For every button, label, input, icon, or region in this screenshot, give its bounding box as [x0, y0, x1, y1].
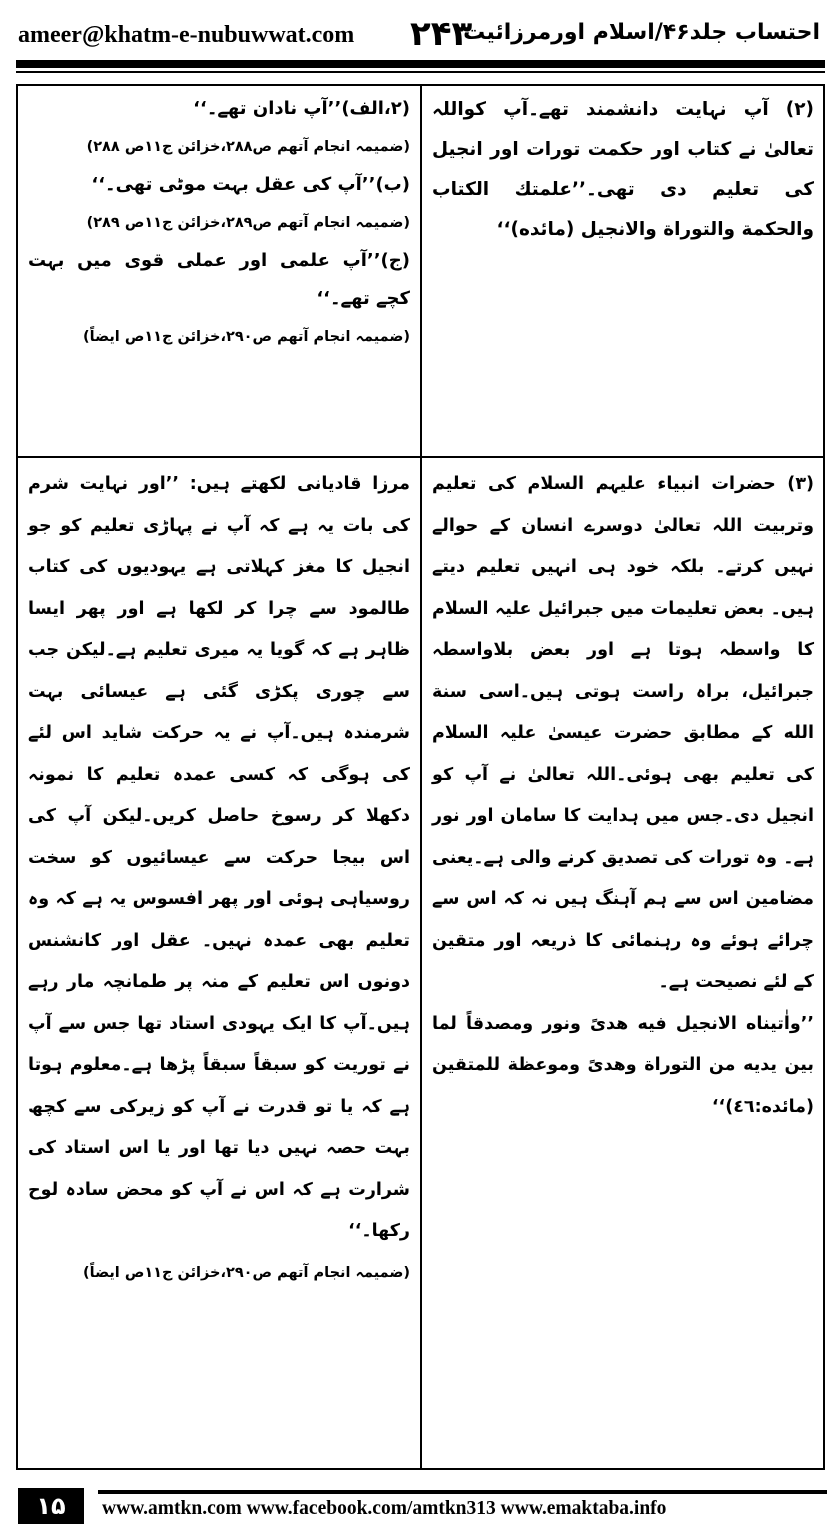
quran-verse: ’’واٰتیناه الانجیل فیه هدیً ونور ومصدقاً لما بین یدیه من التوراة وهدیً وموعظة للمتقین (مائده:٤٦)‘‘	[432, 1013, 814, 1117]
header-email: ameer@khatm-e-nubuwwat.com	[18, 22, 355, 48]
footer-page-number: ۱۵	[18, 1488, 84, 1524]
footer-rule	[98, 1490, 827, 1494]
comparison-table	[16, 84, 825, 1470]
cell-bottom-right	[426, 464, 820, 1464]
paragraph: (ب)’’آپ کی عقل بہت موٹی تھی۔‘‘	[91, 174, 410, 195]
page-header	[12, 10, 828, 58]
header-rule-thin	[16, 71, 825, 73]
footer-urls[interactable]: www.amtkn.com www.facebook.com/amtkn313 www.emaktaba.info	[102, 1498, 667, 1519]
cell-top-left	[22, 90, 416, 452]
cell-top-right	[426, 90, 820, 452]
header-title: احتساب جلد۴۶/اسلام اورمرزائیت	[463, 20, 820, 45]
row-divider	[18, 456, 823, 458]
reference: (ضمیمہ انجام آتھم ص۲۹۰،خزائن ج۱۱ص ایضاً)	[83, 1264, 410, 1281]
header-rule	[16, 60, 825, 68]
cell-bottom-left	[22, 464, 416, 1464]
paragraph: (۲،الف)’’آپ نادان تھے۔‘‘	[193, 98, 410, 119]
header-page-number: ۲۴۳	[410, 14, 473, 54]
reference: (ضمیمہ انجام آتھم ص۲۸۸،خزائن ج۱۱ص ۲۸۸)	[86, 139, 410, 155]
paragraph: (۲) آپ نہایت دانشمند تھے۔آپ کواللہ تعالیٰ نے کتاب اور حکمت تورات اور انجیل کی تعلیم دی تھی۔’’علمتك الكتاب والحكمة والتوراة والانجيل (مائده)‘‘	[432, 99, 814, 240]
reference: (ضمیمہ انجام آتھم ص۲۸۹،خزائن ج۱۱ص ۲۸۹)	[86, 215, 410, 231]
paragraph: (۳) حضرات انبیاء علیہم السلام کی تعلیم وتربیت اللہ تعالیٰ دوسرے انسان کے حوالے نہیں کرتے۔ بلکہ خود ہی انہیں تعلیم دیتے ہیں۔ بعض تعلیمات میں جبرائیل علیہ السلام کا واسطہ ہوتا ہے اور بعض بلاواسطہ جبرائیل، براہ راست ہوتی ہیں۔اسی سنة الله کے مطابق حضرت عیسیٰ علیہ السلام کی تعلیم بھی ہوئی۔اللہ تعالیٰ نے آپ کو انجیل دی۔جس میں ہدایت کا سامان اور نور ہے۔ وہ تورات کی تصدیق کرنے والی ہے۔یعنی مضامین اس سے ہم آہنگ ہیں نہ کہ اس سے چرائے ہوئے وہ رہنمائی کا ذریعہ اور متقین کے لئے نصیحت ہے۔	[432, 474, 814, 992]
page-footer	[18, 1484, 827, 1530]
paragraph: (ج)’’آپ علمی اور عملی قوی میں بہت کچے تھے۔‘‘	[28, 250, 410, 309]
reference: (ضمیمہ انجام آتھم ص۲۹۰،خزائن ج۱۱ص ایضاً)	[83, 329, 410, 345]
paragraph: مرزا قادیانی لکھتے ہیں: ’’اور نہایت شرم کی بات یہ ہے کہ آپ نے پہاڑی تعلیم کو جو انجیل کا مغز کہلاتی ہے یہودیوں کی کتاب طالمود سے چرا کر لکھا ہے اور پھر ایسا ظاہر ہے کہ گویا یہ میری تعلیم ہے۔لیکن جب سے چوری پکڑی گئی ہے عیسائی بہت شرمندہ ہیں۔آپ نے یہ حرکت شاید اس لئے کی ہوگی کہ کسی عمدہ تعلیم کا نمونہ دکھلا کر رسوخ حاصل کریں۔لیکن آپ کی اس بیجا حرکت سے عیسائیوں کو سخت روسیاہی ہوئی اور پھر افسوس یہ ہے کہ وہ تعلیم بھی عمدہ نہیں۔ عقل اور کانشنس دونوں اس تعلیم کے منہ پر طمانچہ مار رہے ہیں۔آپ کا ایک یہودی استاد تھا جس سے آپ نے توریت کو سبقاً سبقاً پڑھا ہے۔معلوم ہوتا ہے کہ یا تو قدرت نے آپ کو زیرکی سے کچھ بہت حصہ نہیں دیا تھا اور یا اس استاد کی شرارت ہے کہ اس نے آپ کو محض سادہ لوح رکھا۔‘‘	[28, 474, 410, 1241]
column-divider	[420, 86, 422, 1468]
